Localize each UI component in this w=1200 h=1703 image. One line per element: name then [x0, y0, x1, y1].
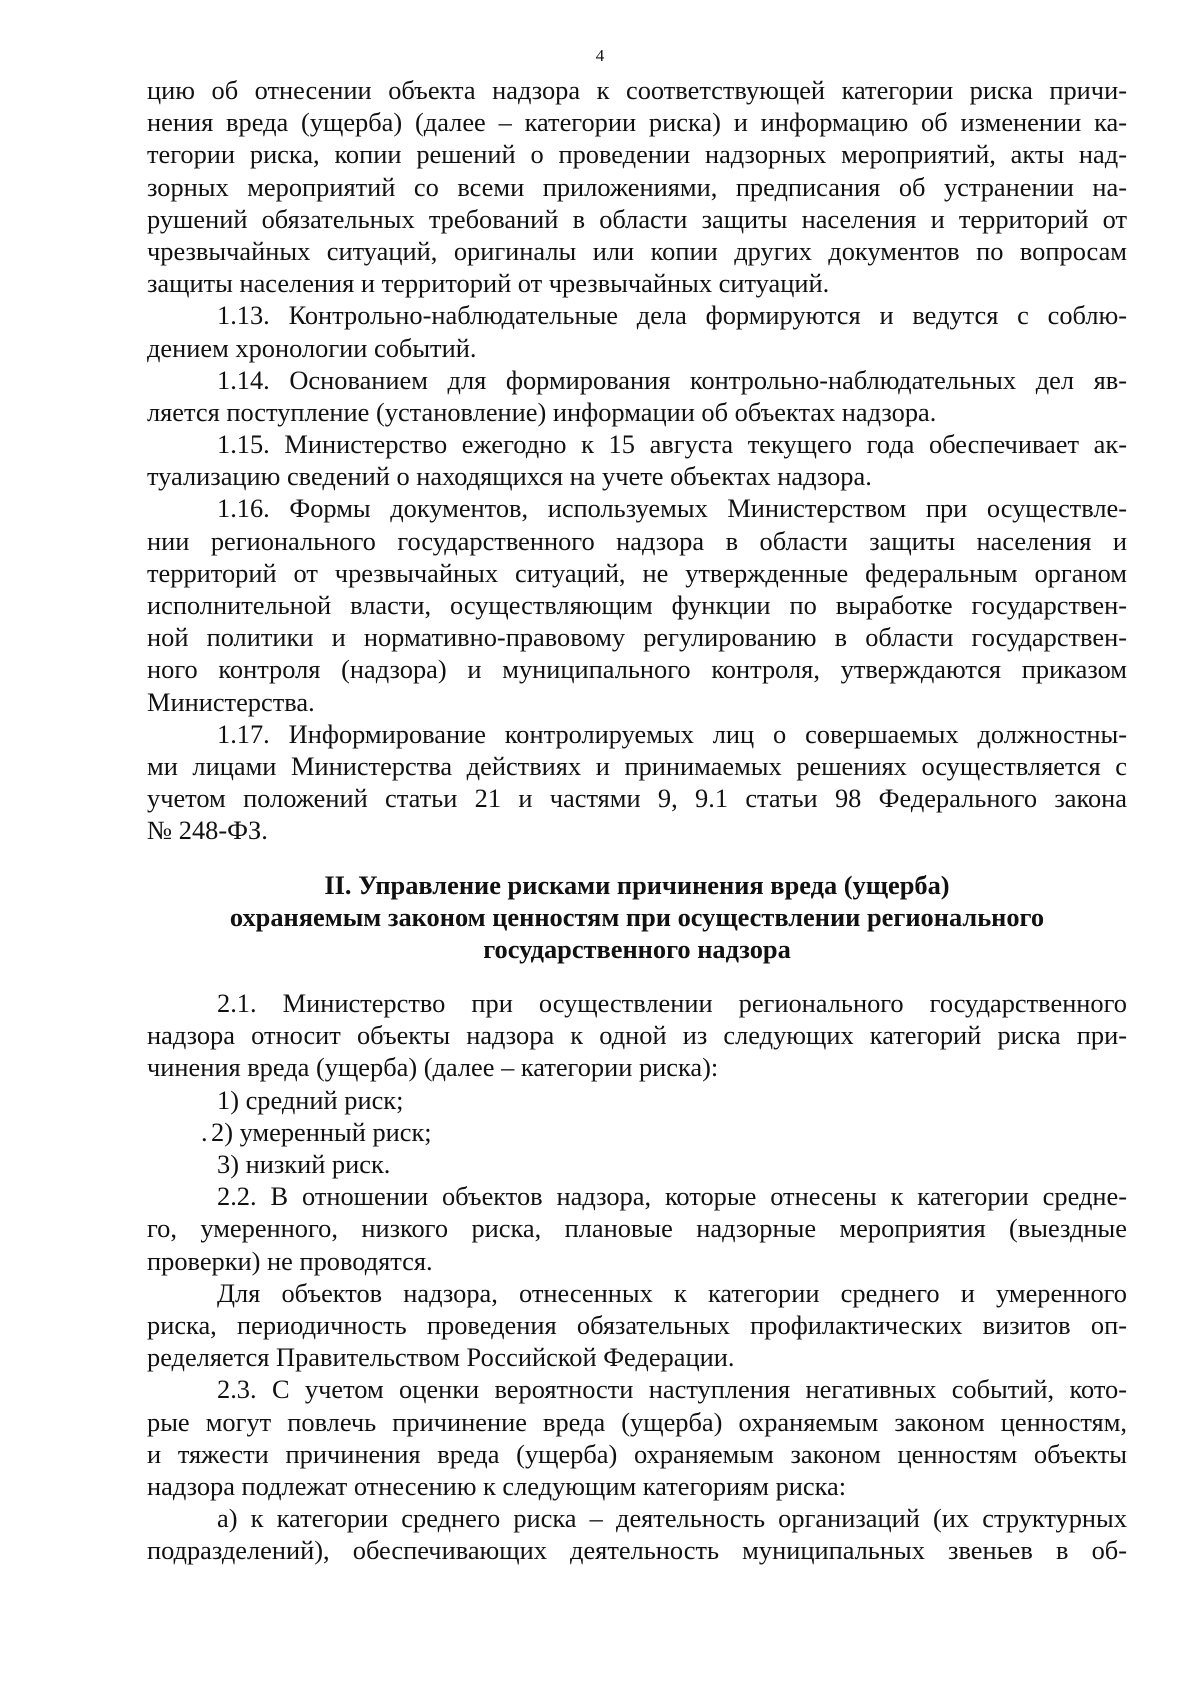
list-item	[147, 1116, 1127, 1148]
text-line: проверки) не проводятся.	[147, 1245, 433, 1276]
text-line: подразделений), обеспечивающих деятельность муниципальных звеньев в об-	[147, 1535, 1127, 1566]
paragraph-1-16	[147, 492, 1127, 717]
text-line: надзора относит объекты надзора к одной из следующих категорий риска при-	[147, 1020, 1127, 1051]
text-line: чрезвычайных ситуаций, оригиналы или копии других документов по вопросам	[147, 235, 1127, 266]
text-line: риска, периодичность проведения обязательных профилактических визитов оп-	[147, 1309, 1127, 1340]
text-line: ми лицами Министерства действиях и принимаемых решениях осуществляется с	[147, 750, 1127, 781]
list-item: 3) низкий риск.	[217, 1149, 391, 1179]
text-line: Министерства.	[147, 686, 315, 717]
text-line: туализацию сведений о находящихся на учете объектах надзора.	[147, 461, 872, 492]
paragraph-2-2-second	[147, 1277, 1127, 1374]
text-line: ределяется Правительством Российской Федерации.	[147, 1342, 735, 1373]
paragraph-2-2	[147, 1180, 1127, 1277]
text-line: 2.2. В отношении объектов надзора, которые отнесены к категории средне-	[217, 1181, 1127, 1212]
text-line: чинения вреда (ущерба) (далее – категории риска):	[147, 1052, 719, 1083]
section-heading	[147, 869, 1127, 966]
text-line: нии регионального государственного надзора в области защиты населения и	[147, 525, 1127, 556]
text-line: и тяжести причинения вреда (ущерба) охраняемым законом ценностям объекты	[147, 1438, 1127, 1469]
paragraph-2-3-a	[147, 1502, 1127, 1566]
text-line: рушений обязательных требований в области защиты населения и территорий от	[147, 203, 1127, 234]
text-line: цию об отнесении объекта надзора к соответствующей категории риска причи-	[147, 75, 1127, 105]
text-line: исполнительной власти, осуществляющим функции по выработке государствен-	[147, 590, 1127, 620]
text-line: дением хронологии событий.	[147, 332, 477, 363]
text-line: 2.3. С учетом оценки вероятности наступления негативных событий, кото-	[217, 1374, 1127, 1405]
heading-line: государственного надзора	[483, 933, 791, 964]
text-line: ной политики и нормативно-правовому регулированию в области государствен-	[147, 622, 1127, 653]
paragraph-2-1	[147, 987, 1127, 1084]
text-line: Для объектов надзора, отнесенных к категории среднего и умеренного	[217, 1277, 1127, 1308]
risk-category-list	[147, 1084, 1127, 1181]
text-line: надзора подлежат отнесению к следующим категориям риска:	[147, 1470, 847, 1501]
text-line: территорий от чрезвычайных ситуаций, не утвержденные федеральным органом	[147, 557, 1127, 588]
heading-line: охраняемым законом ценностям при осуществлении регионального	[229, 901, 1045, 932]
list-item: 1) средний риск;	[217, 1084, 404, 1115]
document-body	[147, 74, 1127, 1566]
paragraph-1-14	[147, 364, 1127, 428]
text-line: тегории риска, копии решений о проведении надзорных мероприятий, акты над-	[147, 139, 1127, 170]
paragraph-1-15	[147, 428, 1127, 492]
paragraph-2-3	[147, 1373, 1127, 1502]
stray-mark: .	[201, 1116, 208, 1147]
text-line: учетом положений статьи 21 и частями 9, 9.1 статьи 98 Федерального закона	[147, 783, 1127, 814]
text-line: зорных мероприятий со всеми приложениями, предписания об устранении на-	[147, 171, 1127, 202]
text-line: ляется поступление (установление) информации об объектах надзора.	[147, 396, 937, 427]
text-line: защиты населения и территорий от чрезвычайных ситуаций.	[147, 268, 830, 299]
text-line: го, умеренного, низкого риска, плановые надзорные мероприятия (выездные	[147, 1213, 1127, 1244]
text-line: ного контроля (надзора) и муниципального контроля, утверждаются приказом	[147, 654, 1127, 685]
text-line: № 248-ФЗ.	[147, 815, 268, 846]
text-line: 1.17. Информирование контролируемых лиц о совершаемых должностны-	[217, 718, 1127, 749]
text-line: 1.16. Формы документов, используемых Министерством при осуществле-	[217, 493, 1127, 524]
heading-line: II. Управление рисками причинения вреда (ущерба)	[324, 869, 950, 900]
text-line: 1.14. Основанием для формирования контрольно-наблюдательных дел яв-	[217, 364, 1127, 395]
text-line: 1.15. Министерство ежегодно к 15 августа текущего года обеспечивает ак-	[217, 429, 1127, 460]
page-number: 4	[595, 46, 605, 65]
text-line: 1.13. Контрольно-наблюдательные дела формируются и ведутся с соблю-	[217, 300, 1127, 331]
paragraph-continuation	[147, 74, 1127, 299]
paragraph-1-13	[147, 299, 1127, 363]
text-line: а) к категории среднего риска – деятельность организаций (их структурных	[217, 1503, 1127, 1534]
paragraph-1-17	[147, 718, 1127, 847]
text-line: рые могут повлечь причинение вреда (ущерба) охраняемым законом ценностям,	[147, 1406, 1127, 1437]
list-item-text: 2) умеренный риск;	[211, 1116, 432, 1147]
text-line: нения вреда (ущерба) (далее – категории риска) и информацию об изменении ка-	[147, 107, 1127, 138]
text-line: 2.1. Министерство при осуществлении регионального государственного	[217, 988, 1127, 1019]
